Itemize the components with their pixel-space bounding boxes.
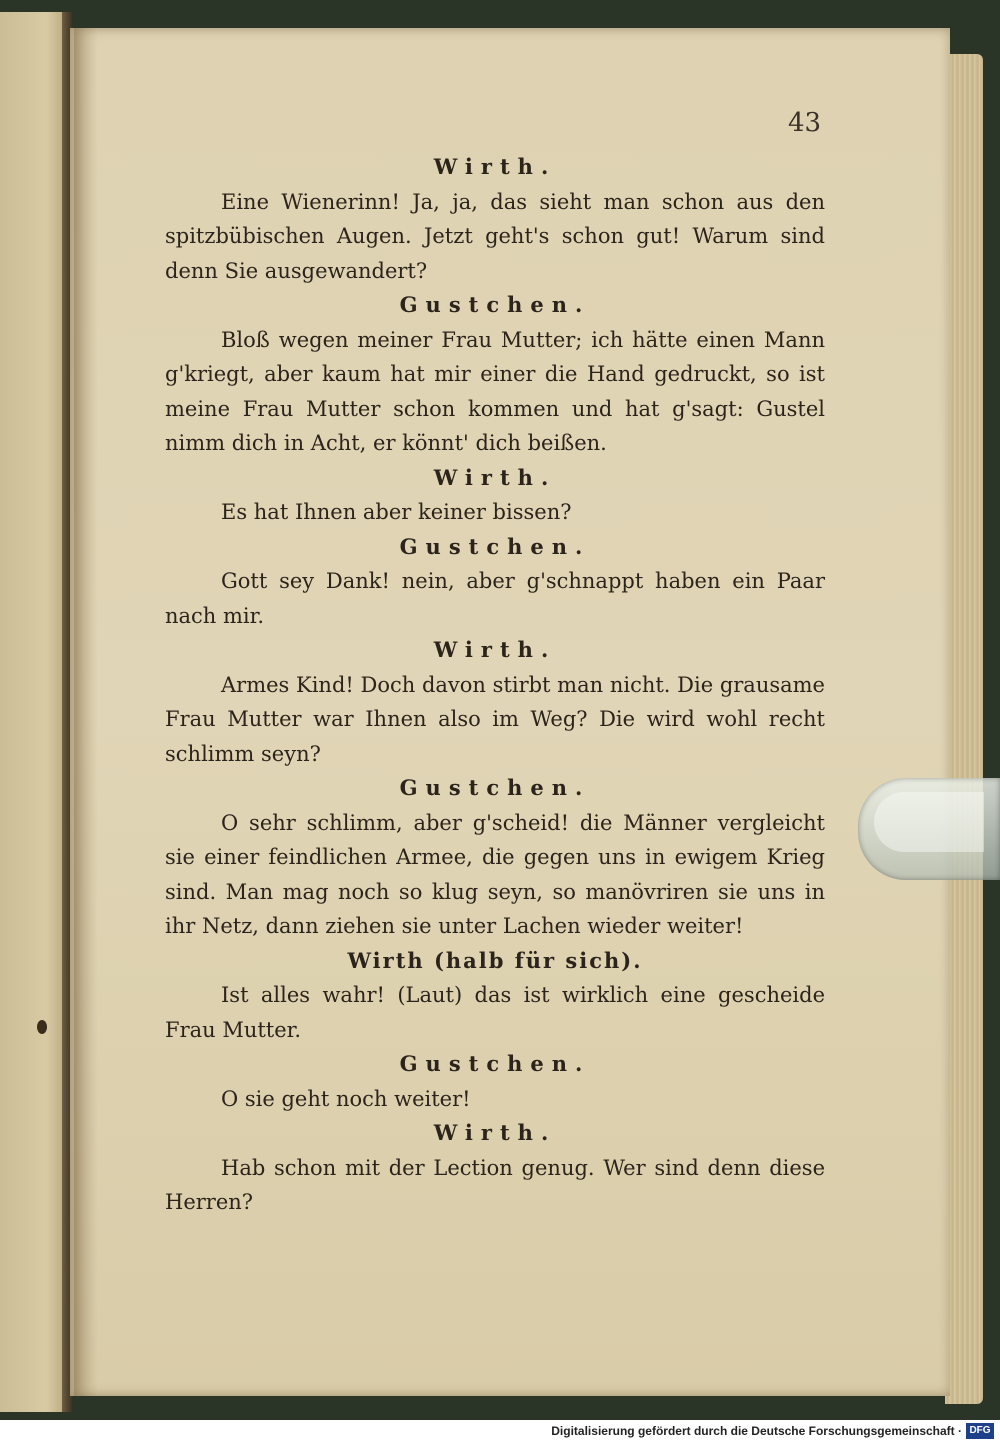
speaker-heading: Wirth. xyxy=(433,1120,557,1145)
gutter-shadow xyxy=(74,28,98,1396)
speaker-heading-aside: Wirth (halb für sich). xyxy=(347,947,643,973)
page-clip-highlight xyxy=(874,792,984,852)
funding-credit: Digitalisierung gefördert durch die Deutsche Forschungsgemeinschaft · xyxy=(551,1424,962,1438)
speaker-heading: Gustchen. xyxy=(399,1051,591,1076)
speaker-heading: Gustchen. xyxy=(399,292,591,317)
speech-paragraph: Bloß wegen meiner Frau Mutter; ich hätte einen Mann g'kriegt, aber kaum hat mir einer die Hand gedruckt, so ist meine Frau Mutter schon kommen und hat g'sagt: Gustel nimm dich in Acht, er könnt' dich beißen. xyxy=(165,327,825,455)
speech-paragraph: Armes Kind! Doch davon stirbt man nicht. Die grausame Frau Mutter war Ihnen also im Weg? Die wird wohl recht schlimm seyn? xyxy=(165,672,825,766)
dfg-logo: DFG xyxy=(966,1423,994,1439)
speech-paragraph: Gott sey Dank! nein, aber g'schnappt haben ein Paar nach mir. xyxy=(165,569,825,628)
left-page-edge xyxy=(0,12,66,1412)
speaker-heading: Gustchen. xyxy=(399,775,591,800)
speech-paragraph: Es hat Ihnen aber keiner bissen? xyxy=(221,500,572,524)
page-number: 43 xyxy=(788,108,822,138)
speaker-heading: Wirth. xyxy=(433,154,557,179)
speaker-heading: Wirth. xyxy=(433,637,557,662)
speech-paragraph: O sehr schlimm, aber g'scheid! die Männer vergleicht sie einer feindlichen Armee, die gegen uns in ewigem Krieg sind. Man mag noch so klug seyn, so manövriren sie uns in ihr Netz, dann ziehen sie unter Lachen wieder weiter! xyxy=(165,810,825,938)
speech-paragraph: Ist alles wahr! (Laut) das ist wirklich eine gescheide Frau Mutter. xyxy=(165,983,825,1042)
speaker-heading: Gustchen. xyxy=(399,533,591,559)
speech-paragraph: O sie geht noch weiter! xyxy=(221,1086,471,1111)
page-stack xyxy=(945,54,983,1404)
speaker-heading: Wirth. xyxy=(433,464,557,490)
binding-hole xyxy=(37,1020,47,1034)
speech-paragraph: Eine Wienerinn! Ja, ja, das sieht man schon aus den spitzbübischen Augen. Jetzt geht's schon gut! Warum sind denn Sie ausgewandert? xyxy=(165,189,825,283)
text-block xyxy=(165,150,825,1220)
speech-paragraph: Hab schon mit der Lection genug. Wer sind denn diese Herren? xyxy=(165,1155,825,1214)
